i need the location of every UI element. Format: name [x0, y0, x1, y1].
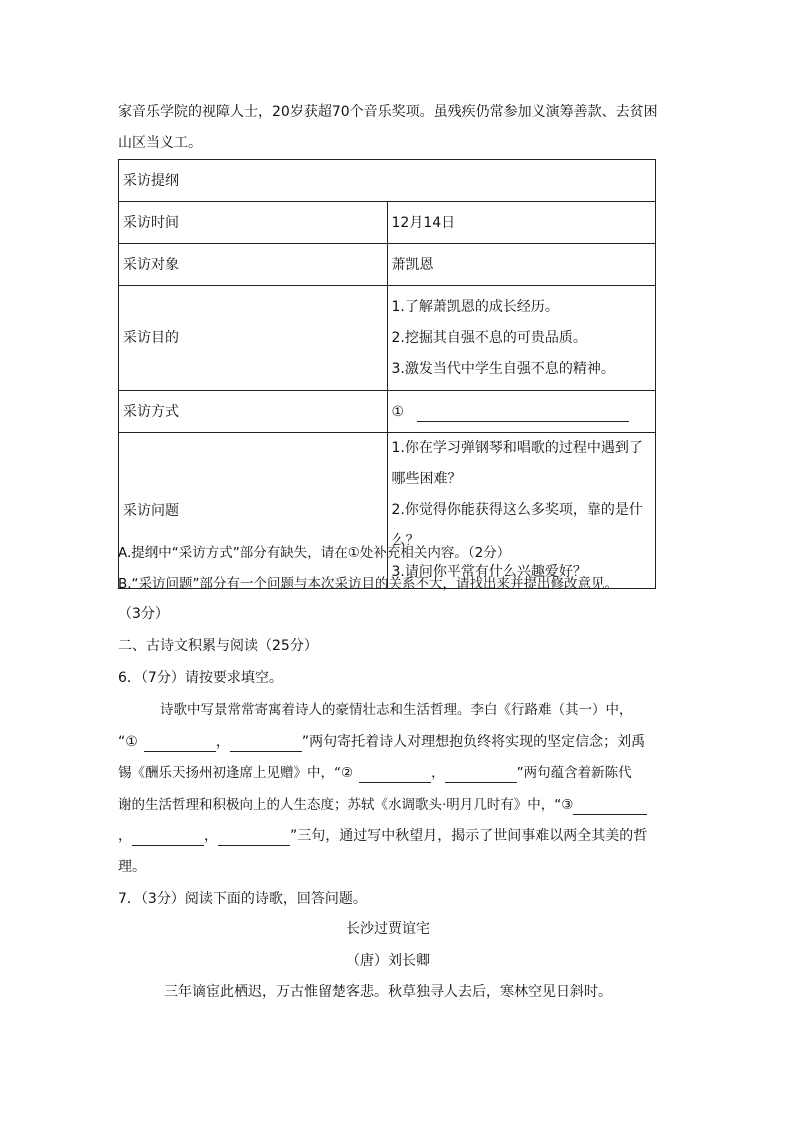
subject-value: 萧凯恩: [387, 244, 656, 286]
poem-author: （唐）刘长卿: [346, 953, 430, 969]
question-item: 3.请问你平常有什么兴趣爱好？: [391, 564, 587, 580]
fill-blank-1b[interactable]: [230, 735, 302, 752]
intro-line-2: 山区当义工。: [118, 135, 202, 151]
q6-text: ”两句蕴含着新陈代: [516, 765, 632, 781]
q6-paragraph-line-5: [118, 826, 647, 846]
poem-title: 长沙过贾谊宅: [346, 921, 430, 937]
poem-verse: 三年谪宦此栖迟，万古惟留楚客悲。秋草独寻人去后，寒林空见日斜时。: [164, 984, 612, 1000]
comma: ，: [118, 828, 132, 844]
q7-heading: 7．（3分）阅读下面的诗歌，回答问题。: [118, 891, 367, 907]
purpose-item: 1.了解萧凯恩的成长经历。: [391, 298, 559, 315]
q6-text: 谢的生活哲理和积极向上的人生态度；苏轼《水调歌头·明月几时有》中，“③: [118, 797, 574, 813]
q6-paragraph-line-3: [118, 763, 632, 783]
q6-paragraph-line-1: 诗歌中写景常常寄寓着诗人的豪情壮志和生活哲理。李白《行路难（其一）中，: [160, 702, 633, 718]
fill-blank-2a[interactable]: [359, 766, 431, 783]
question-b-points: （3分）: [118, 606, 169, 622]
q6-paragraph-line-6: 理。: [118, 859, 146, 875]
section-heading-2: 二、古诗文积累与阅读（25分）: [118, 638, 318, 654]
comma: ，: [215, 734, 230, 750]
question-item: 2.你觉得你能获得这么多奖项，靠的是什么？: [391, 502, 643, 549]
blank-marker-1: “①: [118, 734, 138, 750]
fill-blank-3a[interactable]: [573, 798, 647, 815]
intro-line-1: 家音乐学院的视障人士，20岁获超70个音乐奖项。虽残疾仍常参加义演筹善款、去贫困: [118, 104, 658, 120]
fill-blank-3c[interactable]: [218, 829, 290, 846]
method-marker: ①: [391, 403, 405, 420]
time-value: 12月14日: [387, 202, 656, 244]
purpose-item: 3.激发当代中学生自强不息的精神。: [391, 360, 615, 377]
purpose-label: 采访目的: [119, 286, 388, 391]
purpose-item: 2.挖掘其自强不息的可贵品质。: [391, 329, 587, 346]
q6-text: ”两句寄托着诗人对理想抱负终将实现的坚定信念；刘禹: [301, 734, 646, 750]
question-item: 1.你在学习弹钢琴和唱歌的过程中遇到了哪些困难？: [391, 440, 643, 487]
q6-heading: 6．（7分）请按要求填空。: [118, 670, 283, 686]
subject-label: 采访对象: [119, 244, 388, 286]
method-cell: [387, 391, 656, 433]
method-label: 采访方式: [119, 391, 388, 433]
questions-label: 采访问题: [119, 433, 388, 589]
comma: ，: [431, 765, 445, 781]
questions-list: [387, 433, 656, 589]
comma: ，: [204, 828, 218, 844]
interview-outline-table: [118, 159, 656, 589]
q6-text: ”三句，通过写中秋望月，揭示了世间事难以两全其美的哲: [290, 828, 648, 844]
purpose-list: [387, 286, 656, 391]
question-b: B.“采访问题”部分有一个问题与本次采访目的关系不大，请找出来并提出修改意见。: [118, 576, 619, 592]
q6-text: 锡《酬乐天扬州初逢席上见赠》中，“②: [118, 765, 354, 781]
fill-blank-2b[interactable]: [445, 766, 517, 783]
outline-title: 采访提纲: [119, 160, 656, 202]
q6-paragraph-line-4: [118, 795, 647, 815]
method-answer-blank[interactable]: [417, 405, 629, 422]
question-a: A.提纲中“采访方式”部分有缺失，请在①处补充相关内容。（2分）: [118, 545, 511, 561]
time-label: 采访时间: [119, 202, 388, 244]
q6-paragraph-line-2: [118, 732, 645, 752]
fill-blank-3b[interactable]: [132, 829, 204, 846]
fill-blank-1a[interactable]: [144, 735, 216, 752]
